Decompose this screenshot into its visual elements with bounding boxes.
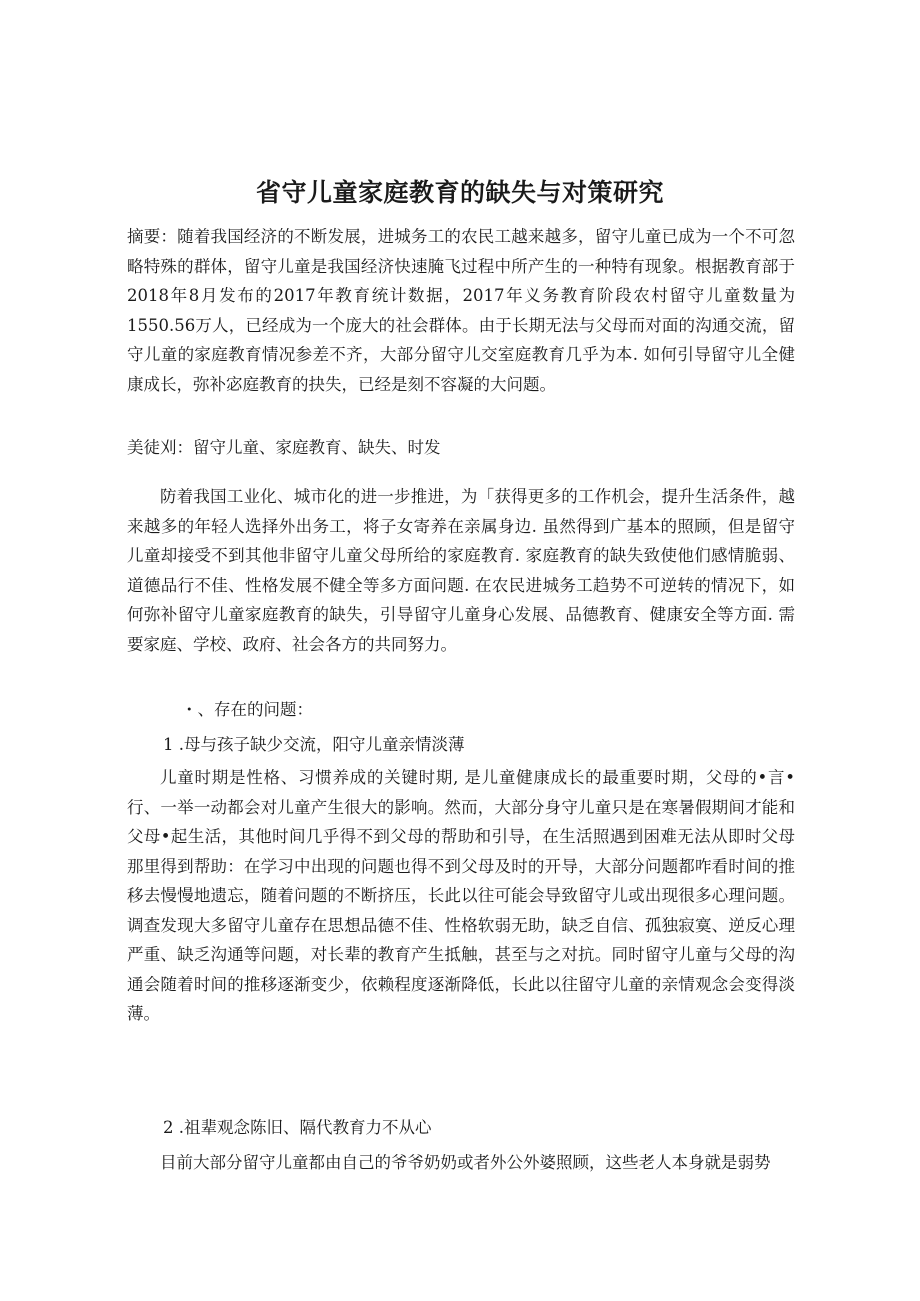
subheading-2: 2 .祖辈观念陈旧、隔代教育力不从心 xyxy=(163,1118,432,1137)
subheading-1: 1 .母与孩子缺少交流，阳守儿童亲情淡薄 xyxy=(163,735,465,754)
keywords-line: 美徒刈：留守儿童、家庭教育、缺失、时发 xyxy=(127,438,441,457)
abstract-paragraph: 摘要：随着我国经济的不断发展，进城务工的农民工越来越多，留守儿童已成为一个不可忽略特殊的群体，留守儿童是我国经济快速腌飞过程中所产生的一种特有现象。根据教育部于2018年8月发布的2017年教育统计数据，2017年义务教育阶段农村留守儿童数量为1550.56万人，已经成为一个庞大的社会群体。由于长期无法与父母而对面的沟通交流，留守儿童的家庭教育情况参差不齐，大部分留守儿交室庭教育几乎为本. 如何引导留守儿全健康成长，弥补宓庭教育的抉失，已经是刻不容凝的大问题。 xyxy=(127,227,795,394)
body-paragraph-2: 目前大部分留守儿童都由自己的爷爷奶奶或者外公外婆照顾，这些老人本身就是弱势 xyxy=(160,1153,771,1172)
document-title: 省守儿童家庭教育的缺失与对策研究 xyxy=(255,178,664,207)
intro-paragraph: 防着我国工业化、城市化的进一步推进，为「获得更多的工作机会，提升生活条件，越来越多的年轻人选择外出务工，将子女寄养在亲属身边. 虽然得到广基本的照顾，但是留守儿童却接受不到其他非留守儿童父母所给的家庭教育. 家庭教育的缺失致使他们感情脆弱、道德品行不佳、性格发展不健全等多方面问题. 在农民进城务工趋势不可逆转的情况下，如何弥补留守儿童家庭教育的缺失，引导留守儿童身心发展、品德教育、健康安全等方面. 需要家庭、学校、政府、社会各方的共同努力。 xyxy=(127,487,795,654)
section-heading-problems: ・、存在的问题： xyxy=(181,700,313,719)
body-paragraph-1: 儿童时期是性格、习惯养成的关键时期, 是儿童健康成长的最重要时期，父母的•言•行、一举一动都会对儿童产生很大的影响。然而，大部分身守儿童只是在寒暑假期间才能和父母•起生活，其他时间几乎得不到父母的帮助和引导，在生活照遇到困难无法从即时父母那里得到帮助：在学习中出现的问题也得不到父母及时的开导，大部分问题都咋看时间的推移去慢慢地遗忘，随着问题的不断挤压，长此以往可能会导致留守儿或出现很多心理问题。调查发现大多留守儿童存在思想品德不佳、性格软弱无助，缺乏自信、孤独寂寞、逆反心理严重、缺乏沟通等问题，对长辈的教育产生抵触，甚至与之对抗。同时留守儿童与父母的沟通会随着时间的推移逐渐变少，依赖程度逐渐降低，长此以往留守儿童的亲情观念会变得淡薄。 xyxy=(127,768,795,1023)
